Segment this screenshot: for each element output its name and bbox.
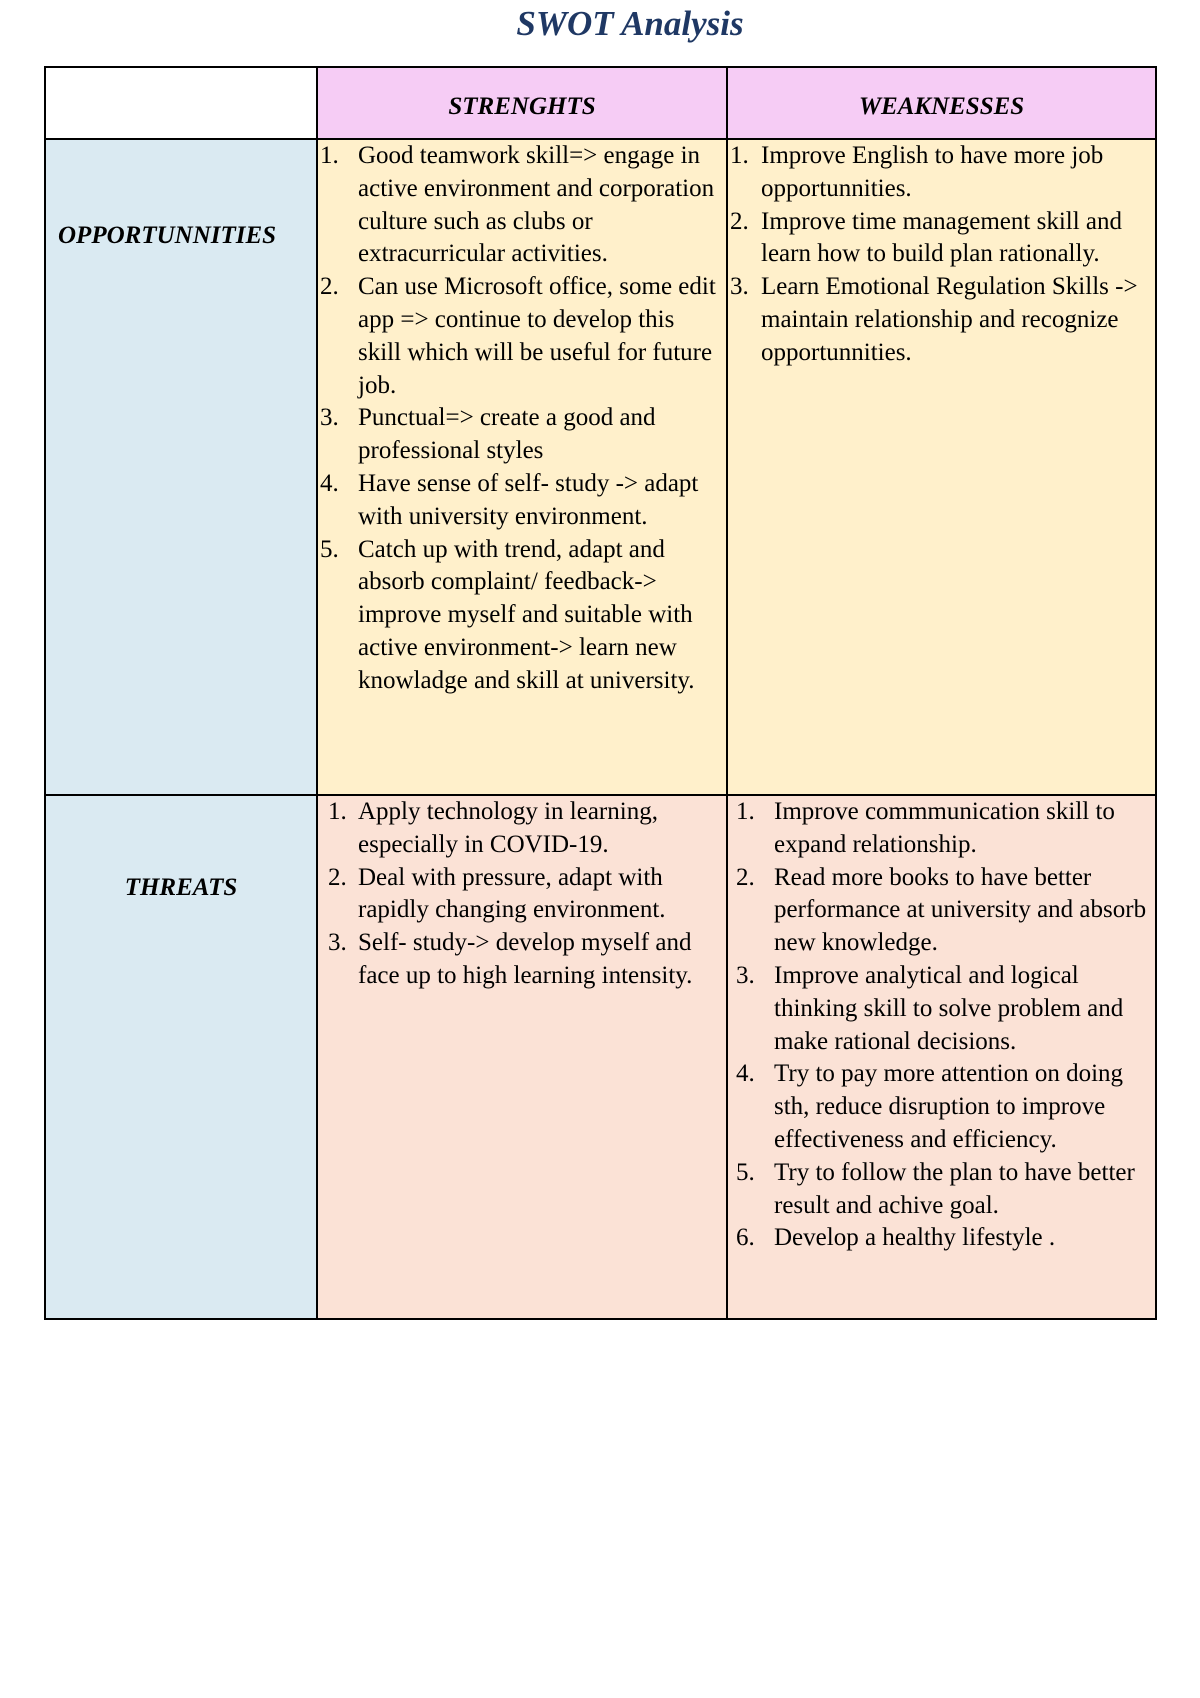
list-item	[736, 1222, 1147, 1255]
list-item-text: Develop a healthy lifestyle .	[774, 1224, 1056, 1252]
list-item	[320, 140, 720, 271]
list-item-text: Self- study-> develop myself and face up to high learning intensity.	[358, 929, 693, 989]
list-item	[736, 1157, 1147, 1223]
list-item-number: 2.	[320, 273, 339, 301]
list-item-text: Catch up with trend, adapt and absorb complaint/ feedback-> improve myself and suitable with active environment-> learn new knowladge and skill at university.	[358, 535, 695, 694]
list-item-text: Apply technology in learning, especially in COVID-19.	[358, 798, 658, 858]
list-item-number: 3.	[328, 929, 347, 957]
list-item-number: 2.	[328, 863, 347, 891]
list-item	[328, 862, 718, 928]
list-item	[320, 468, 720, 534]
list-item	[730, 206, 1147, 272]
list-item-number: 5.	[736, 1158, 755, 1186]
list-item-number: 5.	[320, 535, 339, 563]
list-item-number: 4.	[736, 1060, 755, 1088]
strengths-opportunities-cell	[317, 139, 727, 795]
list-item-text: Learn Emotional Regulation Skills -> maintain relationship and recognize opportunnities.	[761, 273, 1138, 366]
opportunities-header-cell	[45, 139, 317, 795]
opportunities-row	[45, 139, 1156, 795]
list-item-text: Improve English to have more job opportunnities.	[761, 142, 1104, 202]
weaknesses-threats-cell	[727, 795, 1156, 1319]
list-item-text: Can use Microsoft office, some edit app => continue to develop this skill which will be useful for future job.	[358, 273, 716, 399]
list-item-text: Improve commmunication skill to expand relationship.	[774, 798, 1115, 858]
so-list	[318, 140, 726, 698]
list-item	[730, 140, 1147, 206]
list-item	[736, 1058, 1147, 1156]
strengths-header: STRENGHTS	[317, 67, 727, 139]
threats-header-cell	[45, 795, 317, 1319]
list-item-number: 1.	[736, 798, 755, 825]
wt-list	[728, 796, 1155, 1255]
list-item	[736, 796, 1147, 862]
list-item-text: Improve time management skill and learn how to build plan rationally.	[761, 207, 1123, 268]
list-item-number: 1.	[730, 142, 749, 169]
list-item-number: 2.	[736, 863, 755, 891]
list-item	[730, 271, 1147, 369]
weaknesses-opportunities-cell	[727, 139, 1156, 795]
list-item-text: Try to pay more attention on doing sth, reduce disruption to improve effectiveness and efficiency.	[774, 1060, 1124, 1153]
st-list	[318, 796, 726, 993]
list-item-number: 4.	[320, 469, 339, 497]
list-item-number: 6.	[736, 1224, 755, 1252]
list-item-text: Deal with pressure, adapt with rapidly changing environment.	[358, 863, 666, 924]
threats-row	[45, 795, 1156, 1319]
list-item-text: Try to follow the plan to have better result and achive goal.	[774, 1158, 1135, 1219]
list-item-text: Have sense of self- study -> adapt with university environment.	[358, 469, 699, 530]
threats-header: THREATS	[124, 874, 238, 901]
list-item-number: 1.	[320, 142, 339, 169]
corner-cell	[45, 67, 317, 139]
list-item	[328, 927, 718, 993]
list-item-text: Punctual=> create a good and professional styles	[358, 404, 656, 465]
list-item	[320, 402, 720, 468]
list-item-number: 3.	[320, 404, 339, 432]
opportunities-header: OPPORTUNNITIES	[58, 222, 277, 249]
list-item	[736, 960, 1147, 1058]
header-row	[45, 67, 1156, 139]
list-item-number: 1.	[328, 798, 347, 825]
swot-table	[44, 66, 1157, 1320]
list-item-number: 3.	[736, 961, 755, 989]
list-item	[736, 862, 1147, 960]
list-item	[328, 796, 718, 862]
list-item	[320, 271, 720, 402]
list-item-number: 2.	[730, 207, 749, 235]
list-item-text: Good teamwork skill=> engage in active environment and corporation culture such as clubs or extracurricular activities.	[358, 142, 715, 268]
weaknesses-header: WEAKNESSES	[727, 67, 1156, 139]
list-item-number: 3.	[730, 273, 749, 301]
list-item-text: Improve analytical and logical thinking skill to solve problem and make rational decisions.	[774, 961, 1124, 1055]
strengths-threats-cell	[317, 795, 727, 1319]
wo-list	[728, 140, 1155, 370]
list-item	[320, 534, 720, 698]
list-item-text: Read more books to have better performance at university and absorb new knowledge.	[774, 863, 1147, 957]
page-title: SWOT Analysis	[516, 4, 744, 43]
